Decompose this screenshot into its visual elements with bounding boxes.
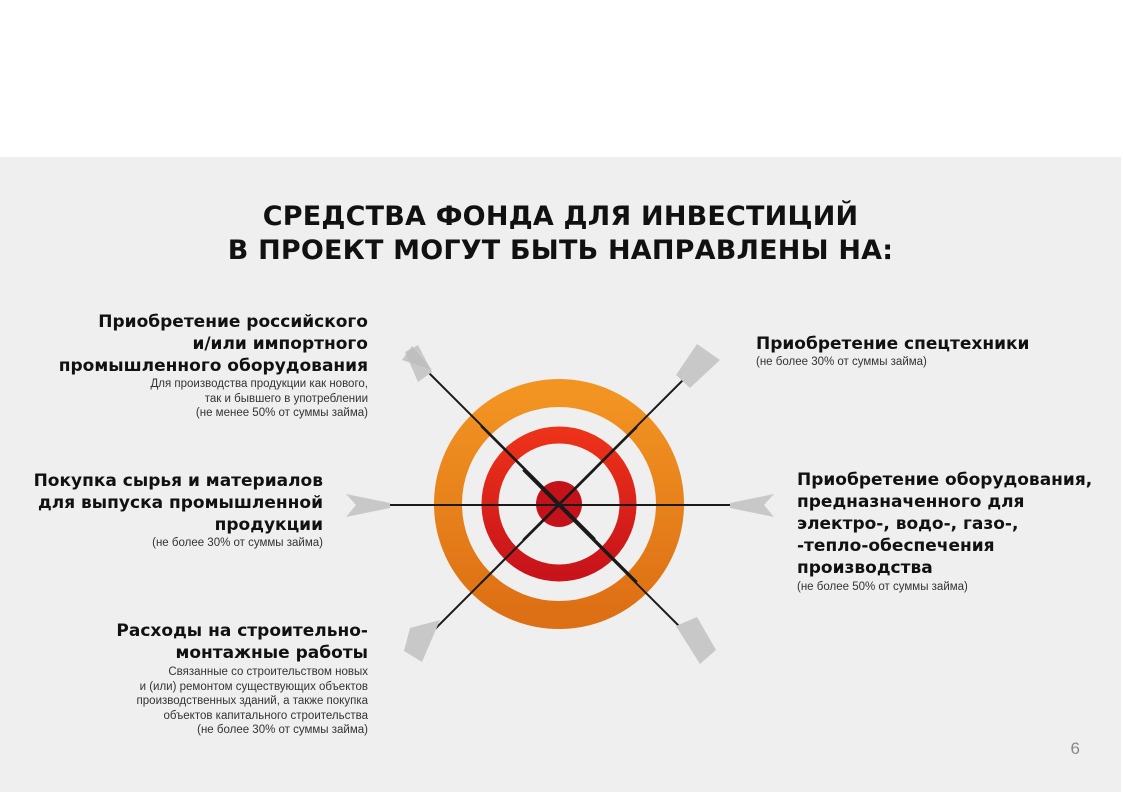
heading-line: Расходы на строительно- <box>116 621 368 641</box>
note-line: объектов капитального строительства <box>163 709 368 722</box>
heading-line: -тепло-обеспечения <box>797 536 995 556</box>
item-equipment <box>28 311 368 421</box>
note-line: производственных зданий, а также покупка <box>136 695 368 707</box>
note-line: (не более 30% от суммы займа) <box>152 537 323 549</box>
item-construction <box>28 620 368 738</box>
heading-line: и/или импортного <box>192 334 368 354</box>
heading-line: производства <box>797 558 933 578</box>
heading-line: Приобретение российского <box>98 312 368 332</box>
note-line: Для производства продукции как нового, <box>150 378 368 390</box>
item-special-machinery-heading <box>756 333 1086 355</box>
fletching-icon <box>346 494 390 517</box>
item-construction-note <box>28 665 368 738</box>
note-line: Связанные со строительством новых <box>168 666 368 678</box>
heading-line: Покупка сырья и материалов <box>33 471 323 491</box>
heading-line: промышленного оборудования <box>58 356 368 376</box>
heading-line: для выпуска промышленной <box>38 493 323 513</box>
note-line: и (или) ремонтом существующих объектов <box>139 680 368 693</box>
fletching-icon <box>730 494 774 517</box>
item-equipment-note <box>28 377 368 421</box>
page-number: 6 <box>1070 739 1080 758</box>
note-line: (не более 30% от суммы займа) <box>756 356 927 368</box>
title-line-2: В ПРОЕКТ МОГУТ БЫТЬ НАПРАВЛЕНЫ НА: <box>227 235 894 266</box>
heading-line: предназначенного для <box>797 492 1025 512</box>
note-line: (не более 30% от суммы займа) <box>197 724 368 736</box>
heading-line: Приобретение спецтехники <box>756 334 1030 354</box>
note-line: так и бывшего в употреблении <box>204 392 368 405</box>
fletching-icon <box>676 617 716 664</box>
item-special-machinery <box>756 333 1086 370</box>
heading-line: продукции <box>214 515 323 535</box>
heading-line: монтажные работы <box>175 643 368 663</box>
item-materials <box>3 470 323 551</box>
heading-line: электро-, водо-, газо-, <box>797 514 1019 534</box>
item-construction-heading <box>28 620 368 664</box>
item-utilities-equipment-heading <box>797 469 1107 579</box>
note-line: (не менее 50% от суммы займа) <box>195 407 368 419</box>
title-line-1: СРЕДСТВА ФОНДА ДЛЯ ИНВЕСТИЦИЙ <box>262 201 859 232</box>
item-materials-heading <box>3 470 323 536</box>
item-utilities-equipment <box>797 469 1107 595</box>
item-utilities-equipment-note <box>797 580 1107 595</box>
item-equipment-heading <box>28 311 368 377</box>
heading-line: Приобретение оборудования, <box>797 470 1093 490</box>
note-line: (не более 50% от суммы займа) <box>797 581 968 593</box>
fletching-icon <box>404 620 440 662</box>
item-special-machinery-note <box>756 355 1086 370</box>
item-materials-note <box>3 536 323 551</box>
